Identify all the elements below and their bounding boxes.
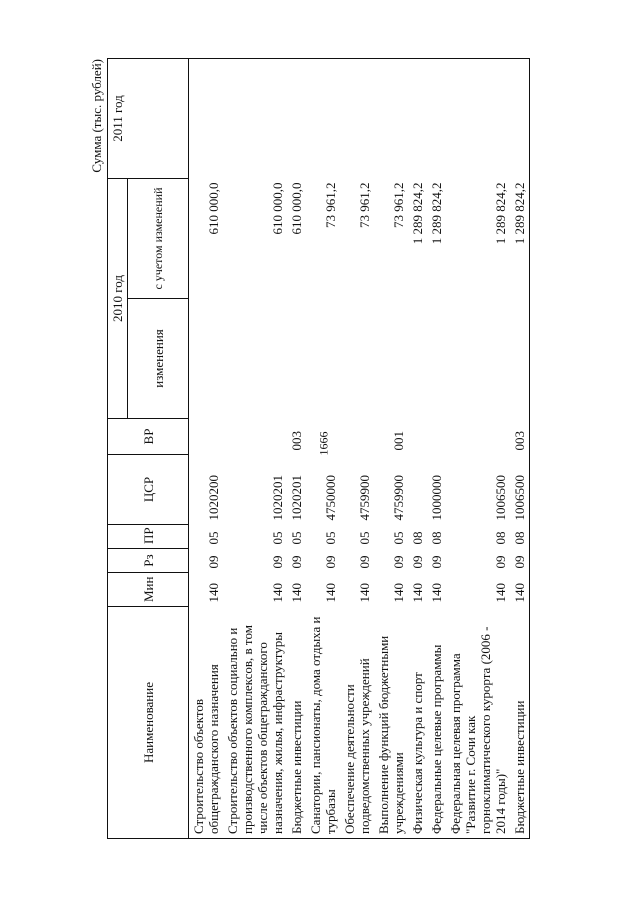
cell-csr: [408, 455, 427, 525]
cell-name: Выполнение функций бюджетными учреждениями: [374, 607, 408, 839]
cell-min: 140: [357, 583, 372, 603]
cell-with-changes: 610 000,0: [206, 182, 221, 235]
header-csr: ЦСР: [108, 455, 189, 525]
cell-rz: 09: [510, 549, 530, 573]
cell-2011: [223, 59, 287, 179]
cell-vr: [446, 419, 510, 455]
cell-pr: 08: [510, 525, 530, 549]
cell-changes: [446, 299, 510, 419]
cell-with-changes: 1 289 824,2: [429, 182, 444, 245]
cell-pr: 08: [493, 531, 508, 545]
table-row: [223, 59, 287, 839]
cell-with-changes: 610 000,0: [270, 182, 285, 235]
cell-2011: [408, 59, 427, 179]
cell-with-changes: 73 961,2: [391, 182, 406, 228]
header-name: Наименование: [108, 607, 189, 839]
cell-2011: [446, 59, 510, 179]
cell-with-changes: 1 289 824,2: [410, 182, 425, 245]
cell-2011: [189, 59, 224, 179]
cell-vr: 003: [289, 431, 304, 451]
table-row: [287, 59, 306, 839]
table-row: [189, 59, 224, 839]
cell-name: Бюджетные инвестиции: [510, 607, 530, 839]
cell-vr: [427, 419, 446, 455]
header-vr: ВР: [108, 419, 189, 455]
header-with-changes: с учетом изменений: [128, 179, 189, 299]
cell-pr: 05: [270, 531, 285, 545]
cell-min: 140: [493, 583, 508, 603]
units-caption: Сумма (тыс. рублей): [89, 59, 104, 173]
cell-with-changes: 1 289 824,2: [510, 179, 530, 299]
cell-rz: 09: [323, 555, 338, 569]
cell-name: Физическая культура и спорт: [408, 607, 427, 839]
table-row: [408, 59, 427, 839]
cell-pr: 08: [429, 531, 444, 545]
cell-min: 140: [289, 583, 304, 603]
cell-name: Санатории, пансионаты, дома отдыха и турбазы: [306, 607, 340, 839]
budget-table: [107, 58, 530, 839]
cell-vr: 001: [391, 431, 406, 451]
cell-min: 140: [391, 583, 406, 603]
cell-min: 140: [410, 583, 425, 603]
cell-2011: [287, 59, 306, 179]
cell-vr: [408, 419, 427, 455]
cell-rz: 09: [357, 555, 372, 569]
cell-with-changes: 73 961,2: [323, 182, 338, 228]
cell-changes: [189, 299, 224, 419]
cell-changes: [374, 299, 408, 419]
cell-changes: [408, 299, 427, 419]
cell-min: 140: [323, 583, 338, 603]
cell-name: Бюджетные инвестиции: [287, 607, 306, 839]
cell-csr: 1006500: [510, 455, 530, 525]
cell-min: 140: [270, 583, 285, 603]
cell-csr: 1020200: [206, 475, 221, 521]
cell-pr: 05: [391, 531, 406, 545]
cell-csr: 4759900: [391, 475, 406, 521]
cell-rz: 09: [206, 555, 221, 569]
header-row: [108, 59, 128, 839]
cell-rz: 09: [429, 555, 444, 569]
cell-vr: [306, 419, 340, 455]
cell-vr: [189, 419, 224, 455]
table-row: [510, 59, 530, 839]
header-year-2010: 2010 год: [108, 179, 128, 419]
cell-csr: 1006500: [493, 475, 508, 521]
cell-changes: [287, 299, 306, 419]
rotated-sheet: [89, 59, 579, 839]
cell-vr: [340, 419, 374, 455]
cell-with-changes: 1 289 824,2: [493, 182, 508, 245]
table-row: [340, 59, 374, 839]
header-year-2011: 2011 год: [108, 59, 189, 179]
header-rz: Рз: [108, 549, 189, 573]
cell-name: Строительство объектов социально и производственного комплексов, в том числе объектов общегражданского назначения, жилья, инфраструктуры: [223, 607, 287, 839]
cell-2011: [427, 59, 446, 179]
cell-name: Строительство объектов общегражданского назначения: [189, 607, 224, 839]
cell-changes: [510, 299, 530, 419]
cell-2011: [306, 59, 340, 179]
cell-changes: [340, 299, 374, 419]
cell-rz: 09: [289, 555, 304, 569]
cell-rz: 09: [410, 555, 425, 569]
cell-min: 140: [510, 573, 530, 607]
cell-vr: [223, 419, 287, 455]
cell-with-changes: 610 000,0: [289, 182, 304, 235]
header-min: Мин: [108, 573, 189, 607]
cell-csr: 1000000: [429, 475, 444, 521]
cell-pr: 05: [289, 531, 304, 545]
table-row: [427, 59, 446, 839]
table-row: [306, 59, 340, 839]
cell-rz: 09: [391, 555, 406, 569]
cell-name: Федеральные целевые программы: [427, 607, 446, 839]
table-row: [374, 59, 408, 839]
page-number: 1666: [316, 431, 331, 456]
cell-rz: 09: [270, 555, 285, 569]
cell-csr: 1020201: [289, 475, 304, 521]
table-row: [446, 59, 510, 839]
cell-2011: [510, 59, 530, 179]
cell-2011: [374, 59, 408, 179]
cell-pr: 05: [206, 531, 221, 545]
cell-changes: [223, 299, 287, 419]
cell-csr: 1020201: [270, 475, 285, 521]
cell-csr: 4759900: [357, 475, 372, 521]
cell-min: 140: [206, 583, 221, 603]
cell-changes: [306, 299, 340, 419]
cell-name: Обеспечение деятельности подведомственных учреждений: [340, 607, 374, 839]
cell-changes: [427, 299, 446, 419]
header-pr: ПР: [108, 525, 189, 549]
cell-rz: 09: [493, 555, 508, 569]
cell-csr: 4750000: [323, 475, 338, 521]
cell-name: Федеральная целевая программа "Развитие г. Сочи как горноклиматического курорта (2006 - 2014 годы)": [446, 607, 510, 839]
cell-2011: [340, 59, 374, 179]
cell-vr: 003: [510, 419, 530, 455]
cell-pr: 08: [410, 531, 425, 545]
cell-with-changes: 73 961,2: [357, 182, 372, 228]
cell-pr: 05: [357, 531, 372, 545]
header-changes: изменения: [128, 299, 189, 419]
cell-min: 140: [429, 583, 444, 603]
cell-pr: 05: [323, 531, 338, 545]
